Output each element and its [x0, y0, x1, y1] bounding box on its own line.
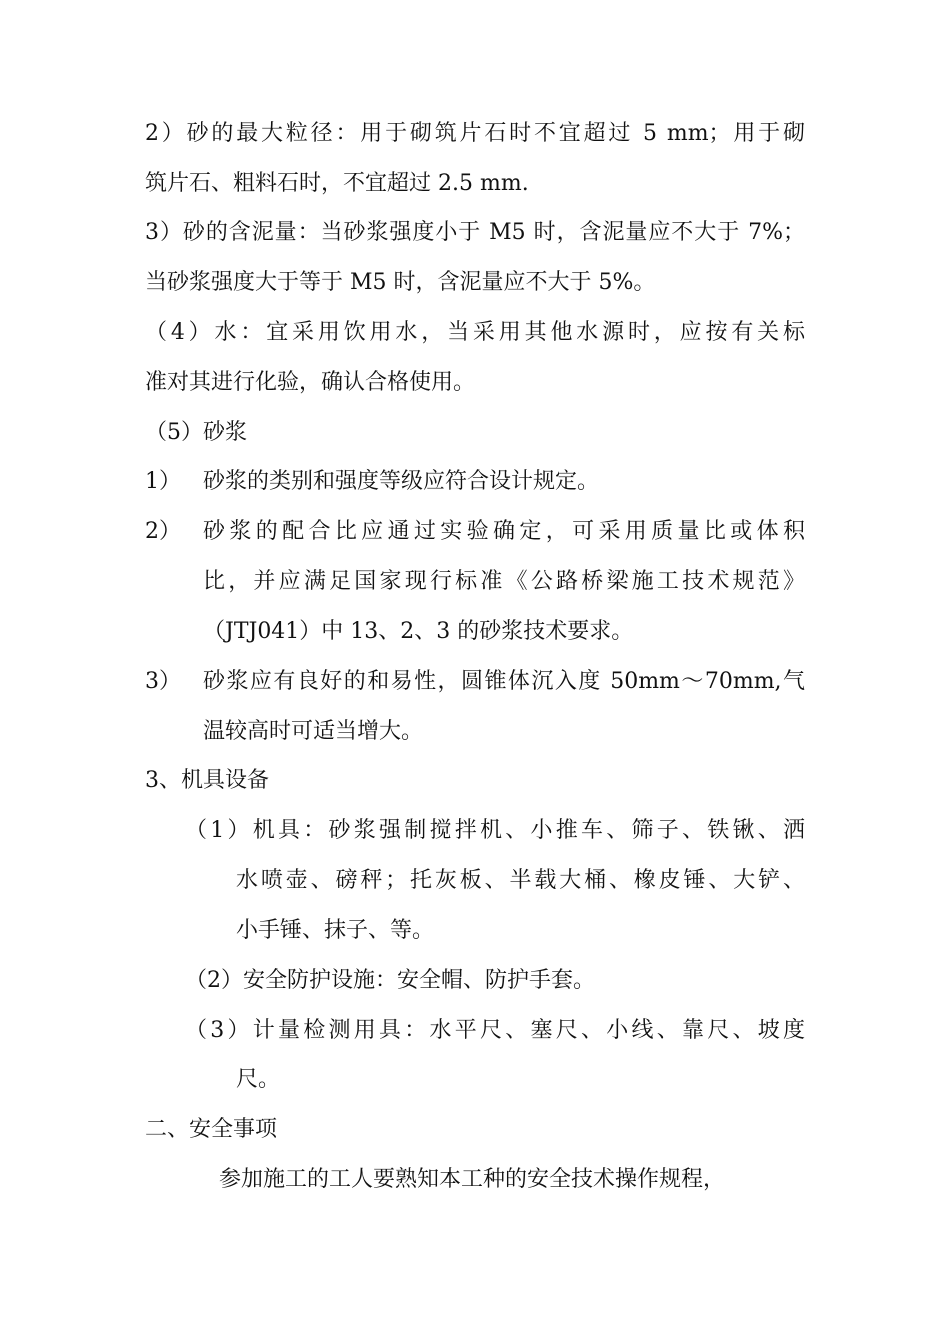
list-marker: 1） [145, 469, 181, 494]
text-line: 当砂浆强度大于等于 M5 时，含泥量应不大于 5%。 [145, 270, 656, 295]
list-item-text: 小手锤、抹子、等。 [236, 918, 435, 943]
paragraph-text: 参加施工的工人要熟知本工种的安全技术操作规程， [219, 1167, 726, 1192]
list-item-text: （2）安全防护设施：安全帽、防护手套。 [185, 968, 595, 993]
text-line: 准对其进行化验，确认合格使用。 [145, 370, 476, 395]
list-item-text: 尺。 [236, 1067, 281, 1092]
text-line: 3）砂的含泥量：当砂浆强度小于 M5 时，含泥量应不大于 7%； [145, 220, 805, 245]
list-item-text: 砂浆的类别和强度等级应符合设计规定。 [203, 469, 600, 494]
text-line: （4）水：宜采用饮用水，当采用其他水源时，应按有关标 [145, 320, 805, 345]
text-line: 2）砂的最大粒径：用于砌筑片石时不宜超过 5 mm；用于砌 [145, 121, 805, 146]
list-item-text: 水喷壶、磅秤；托灰板、半载大桶、橡皮锤、大铲、 [236, 868, 805, 893]
list-marker: 2） [145, 519, 181, 544]
list-item-text: 比，并应满足国家现行标准《公路桥梁施工技术规范》 [203, 569, 805, 594]
list-item-text: （1）机具：砂浆强制搅拌机、小推车、筛子、铁锹、洒 [185, 818, 805, 843]
section-heading: 3、机具设备 [145, 768, 269, 793]
text-line: 筑片石、粗料石时，不宜超过 2.5 mm. [145, 171, 529, 196]
subsection-heading: （5）砂浆 [145, 420, 247, 445]
list-marker: 3） [145, 669, 181, 694]
list-item-text: 砂浆应有良好的和易性，圆锥体沉入度 50mm～70mm,气 [203, 669, 805, 694]
list-item-text: 温较高时可适当增大。 [203, 719, 424, 744]
list-item-text: 砂浆的配合比应通过实验确定，可采用质量比或体积 [203, 519, 805, 544]
chapter-heading: 二、安全事项 [145, 1117, 278, 1142]
list-item-text: （3）计量检测用具：水平尺、塞尺、小线、靠尺、坡度 [185, 1018, 805, 1043]
list-item-text: （JTJ041）中 13、2、3 的砂浆技术要求。 [203, 619, 634, 644]
